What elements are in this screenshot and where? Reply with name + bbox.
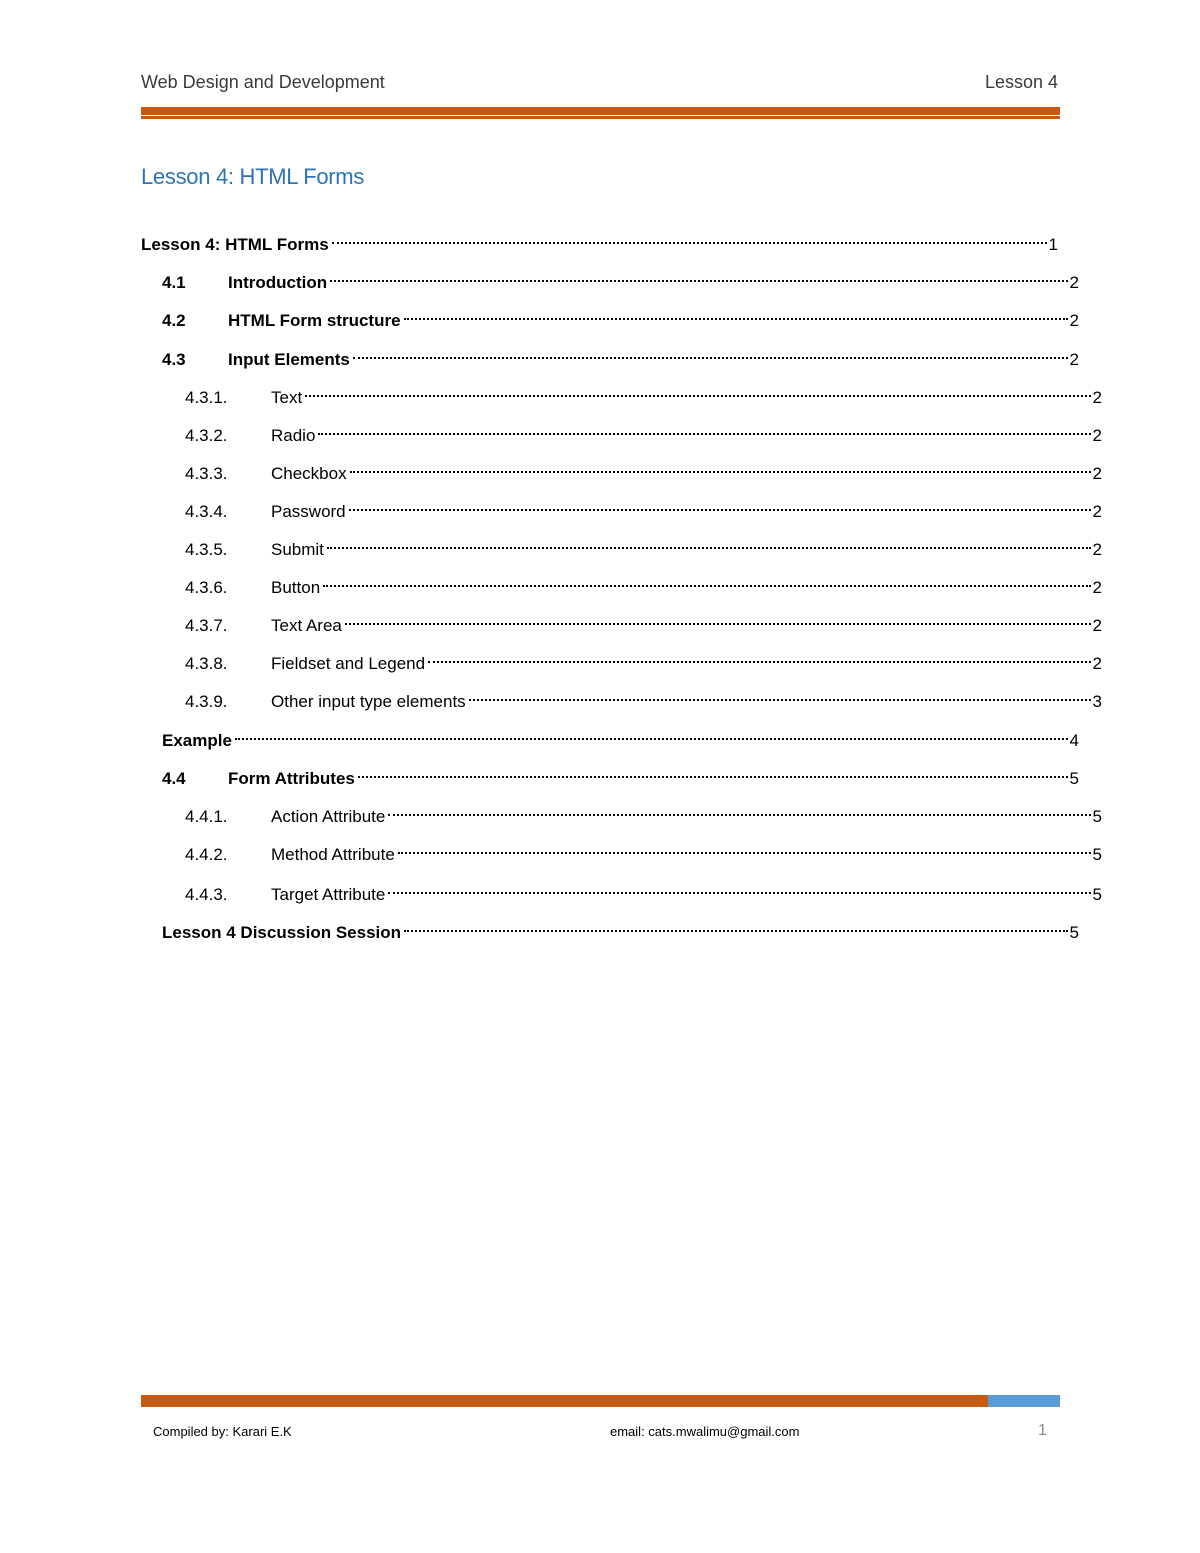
toc-entry-number: 4.3.1. xyxy=(185,388,228,407)
toc-entry-page: 5 xyxy=(1069,923,1079,942)
toc-entry[interactable] xyxy=(141,876,1102,904)
toc-entry[interactable] xyxy=(141,226,1058,254)
footer-page-number: 1 xyxy=(1038,1422,1047,1439)
toc-entry[interactable] xyxy=(141,455,1102,483)
toc-entry-number: 4.1 xyxy=(162,273,186,292)
toc-entry-number: 4.3.8. xyxy=(185,654,228,673)
toc-entry-title: Text Area xyxy=(271,616,342,635)
toc-entry[interactable] xyxy=(141,493,1102,521)
toc-leader xyxy=(350,455,1091,479)
footer-email: email: cats.mwalimu@gmail.com xyxy=(610,1424,800,1439)
toc-entry[interactable] xyxy=(141,341,1079,369)
toc-leader xyxy=(398,836,1091,860)
toc-entry-page: 2 xyxy=(1069,350,1079,369)
toc-entry-page: 2 xyxy=(1092,388,1102,407)
toc-leader xyxy=(388,876,1090,900)
toc-entry[interactable] xyxy=(141,264,1079,292)
header-rule xyxy=(141,107,1060,119)
toc-entry-title: Target Attribute xyxy=(271,885,386,904)
toc-entry-page: 3 xyxy=(1092,692,1102,711)
header-lesson-label: Lesson 4 xyxy=(984,72,1058,92)
toc-entry-title: Password xyxy=(271,502,346,521)
toc-entry-number: 4.4 xyxy=(162,769,186,788)
toc-entry-title: Method Attribute xyxy=(271,845,395,864)
footer-rule-blue xyxy=(988,1395,1060,1407)
toc-entry[interactable] xyxy=(141,417,1102,445)
header-course-title: Web Design and Development xyxy=(141,72,385,92)
toc-entry[interactable] xyxy=(141,760,1079,788)
toc-leader xyxy=(404,302,1068,326)
toc-leader xyxy=(330,264,1067,288)
toc-entry-number: 4.3.2. xyxy=(185,426,228,445)
toc-entry[interactable] xyxy=(141,379,1102,407)
toc-leader xyxy=(349,493,1091,517)
toc-entry-number: 4.4.2. xyxy=(185,845,228,864)
toc-entry-number: 4.3 xyxy=(162,350,186,369)
toc-entry-title: Lesson 4: HTML Forms xyxy=(141,235,329,254)
toc-leader xyxy=(469,683,1091,707)
toc-entry[interactable] xyxy=(141,607,1102,635)
toc-entry[interactable] xyxy=(141,531,1102,559)
toc-entry-title: Fieldset and Legend xyxy=(271,654,426,673)
toc-entry-page: 5 xyxy=(1069,769,1079,788)
toc-entry-title: HTML Form structure xyxy=(228,311,401,330)
toc-entry[interactable] xyxy=(141,836,1102,864)
toc-entry[interactable] xyxy=(141,683,1102,711)
toc-entry-title: Lesson 4 Discussion Session xyxy=(162,923,402,942)
toc-entry[interactable] xyxy=(141,569,1102,597)
toc-entry-number: 4.4.3. xyxy=(185,885,228,904)
toc-entry-title: Text xyxy=(271,388,303,407)
toc-entry-page: 2 xyxy=(1069,273,1079,292)
header-rule-thick xyxy=(141,107,1060,115)
toc-entry-title: Introduction xyxy=(228,273,328,292)
toc-entry-title: Button xyxy=(271,578,321,597)
toc-entry-page: 2 xyxy=(1092,578,1102,597)
toc-entry-title: Example xyxy=(162,731,232,750)
toc-entry-number: 4.3.5. xyxy=(185,540,228,559)
toc-leader xyxy=(327,531,1091,555)
toc-leader xyxy=(332,226,1047,250)
toc-leader xyxy=(323,569,1090,593)
toc-entry-number: 4.3.3. xyxy=(185,464,228,483)
toc-entry-page: 5 xyxy=(1092,845,1102,864)
toc-leader xyxy=(428,645,1090,669)
toc-entry-page: 2 xyxy=(1092,654,1102,673)
toc-entry-title: Input Elements xyxy=(228,350,350,369)
toc-entry-number: 4.3.9. xyxy=(185,692,228,711)
toc-leader xyxy=(353,341,1068,365)
toc-leader xyxy=(305,379,1090,403)
toc-entry[interactable] xyxy=(141,722,1079,750)
toc-leader xyxy=(388,798,1090,822)
footer-compiled-by: Compiled by: Karari E.K xyxy=(153,1424,292,1439)
toc-entry-number: 4.3.7. xyxy=(185,616,228,635)
footer-rule-orange xyxy=(141,1395,988,1407)
toc-entry-page: 2 xyxy=(1092,616,1102,635)
toc-entry-page: 2 xyxy=(1069,311,1079,330)
toc-entry-page: 2 xyxy=(1092,540,1102,559)
toc-entry[interactable] xyxy=(141,798,1102,826)
toc-entry-number: 4.3.4. xyxy=(185,502,228,521)
toc-entry-number: 4.2 xyxy=(162,311,186,330)
toc-entry[interactable] xyxy=(141,645,1102,673)
toc-leader xyxy=(235,722,1068,746)
toc-entry-title: Checkbox xyxy=(271,464,347,483)
toc-entry[interactable] xyxy=(141,914,1079,942)
footer-rule xyxy=(141,1395,1060,1407)
toc-entry-page: 2 xyxy=(1092,502,1102,521)
toc-entry-title: Action Attribute xyxy=(271,807,386,826)
toc-entry-title: Form Attributes xyxy=(228,769,355,788)
page-header xyxy=(141,72,1060,96)
toc-entry-page: 5 xyxy=(1092,885,1102,904)
toc-entry-page: 2 xyxy=(1092,426,1102,445)
toc-entry-page: 2 xyxy=(1092,464,1102,483)
toc-entry-number: 4.4.1. xyxy=(185,807,228,826)
toc-leader xyxy=(404,914,1068,938)
header-rule-thin xyxy=(141,116,1060,119)
toc-entry-page: 4 xyxy=(1069,731,1079,750)
toc-entry-number: 4.3.6. xyxy=(185,578,228,597)
document-title: Lesson 4: HTML Forms xyxy=(141,164,365,189)
toc-entry-page: 5 xyxy=(1092,807,1102,826)
toc-entry-title: Other input type elements xyxy=(271,692,466,711)
toc-leader xyxy=(318,417,1090,441)
toc-leader xyxy=(358,760,1068,784)
toc-leader xyxy=(345,607,1091,631)
toc-entry-title: Radio xyxy=(271,426,316,445)
toc-entry-title: Submit xyxy=(271,540,324,559)
toc-entry-page: 1 xyxy=(1048,235,1058,254)
toc-entry[interactable] xyxy=(141,302,1079,330)
